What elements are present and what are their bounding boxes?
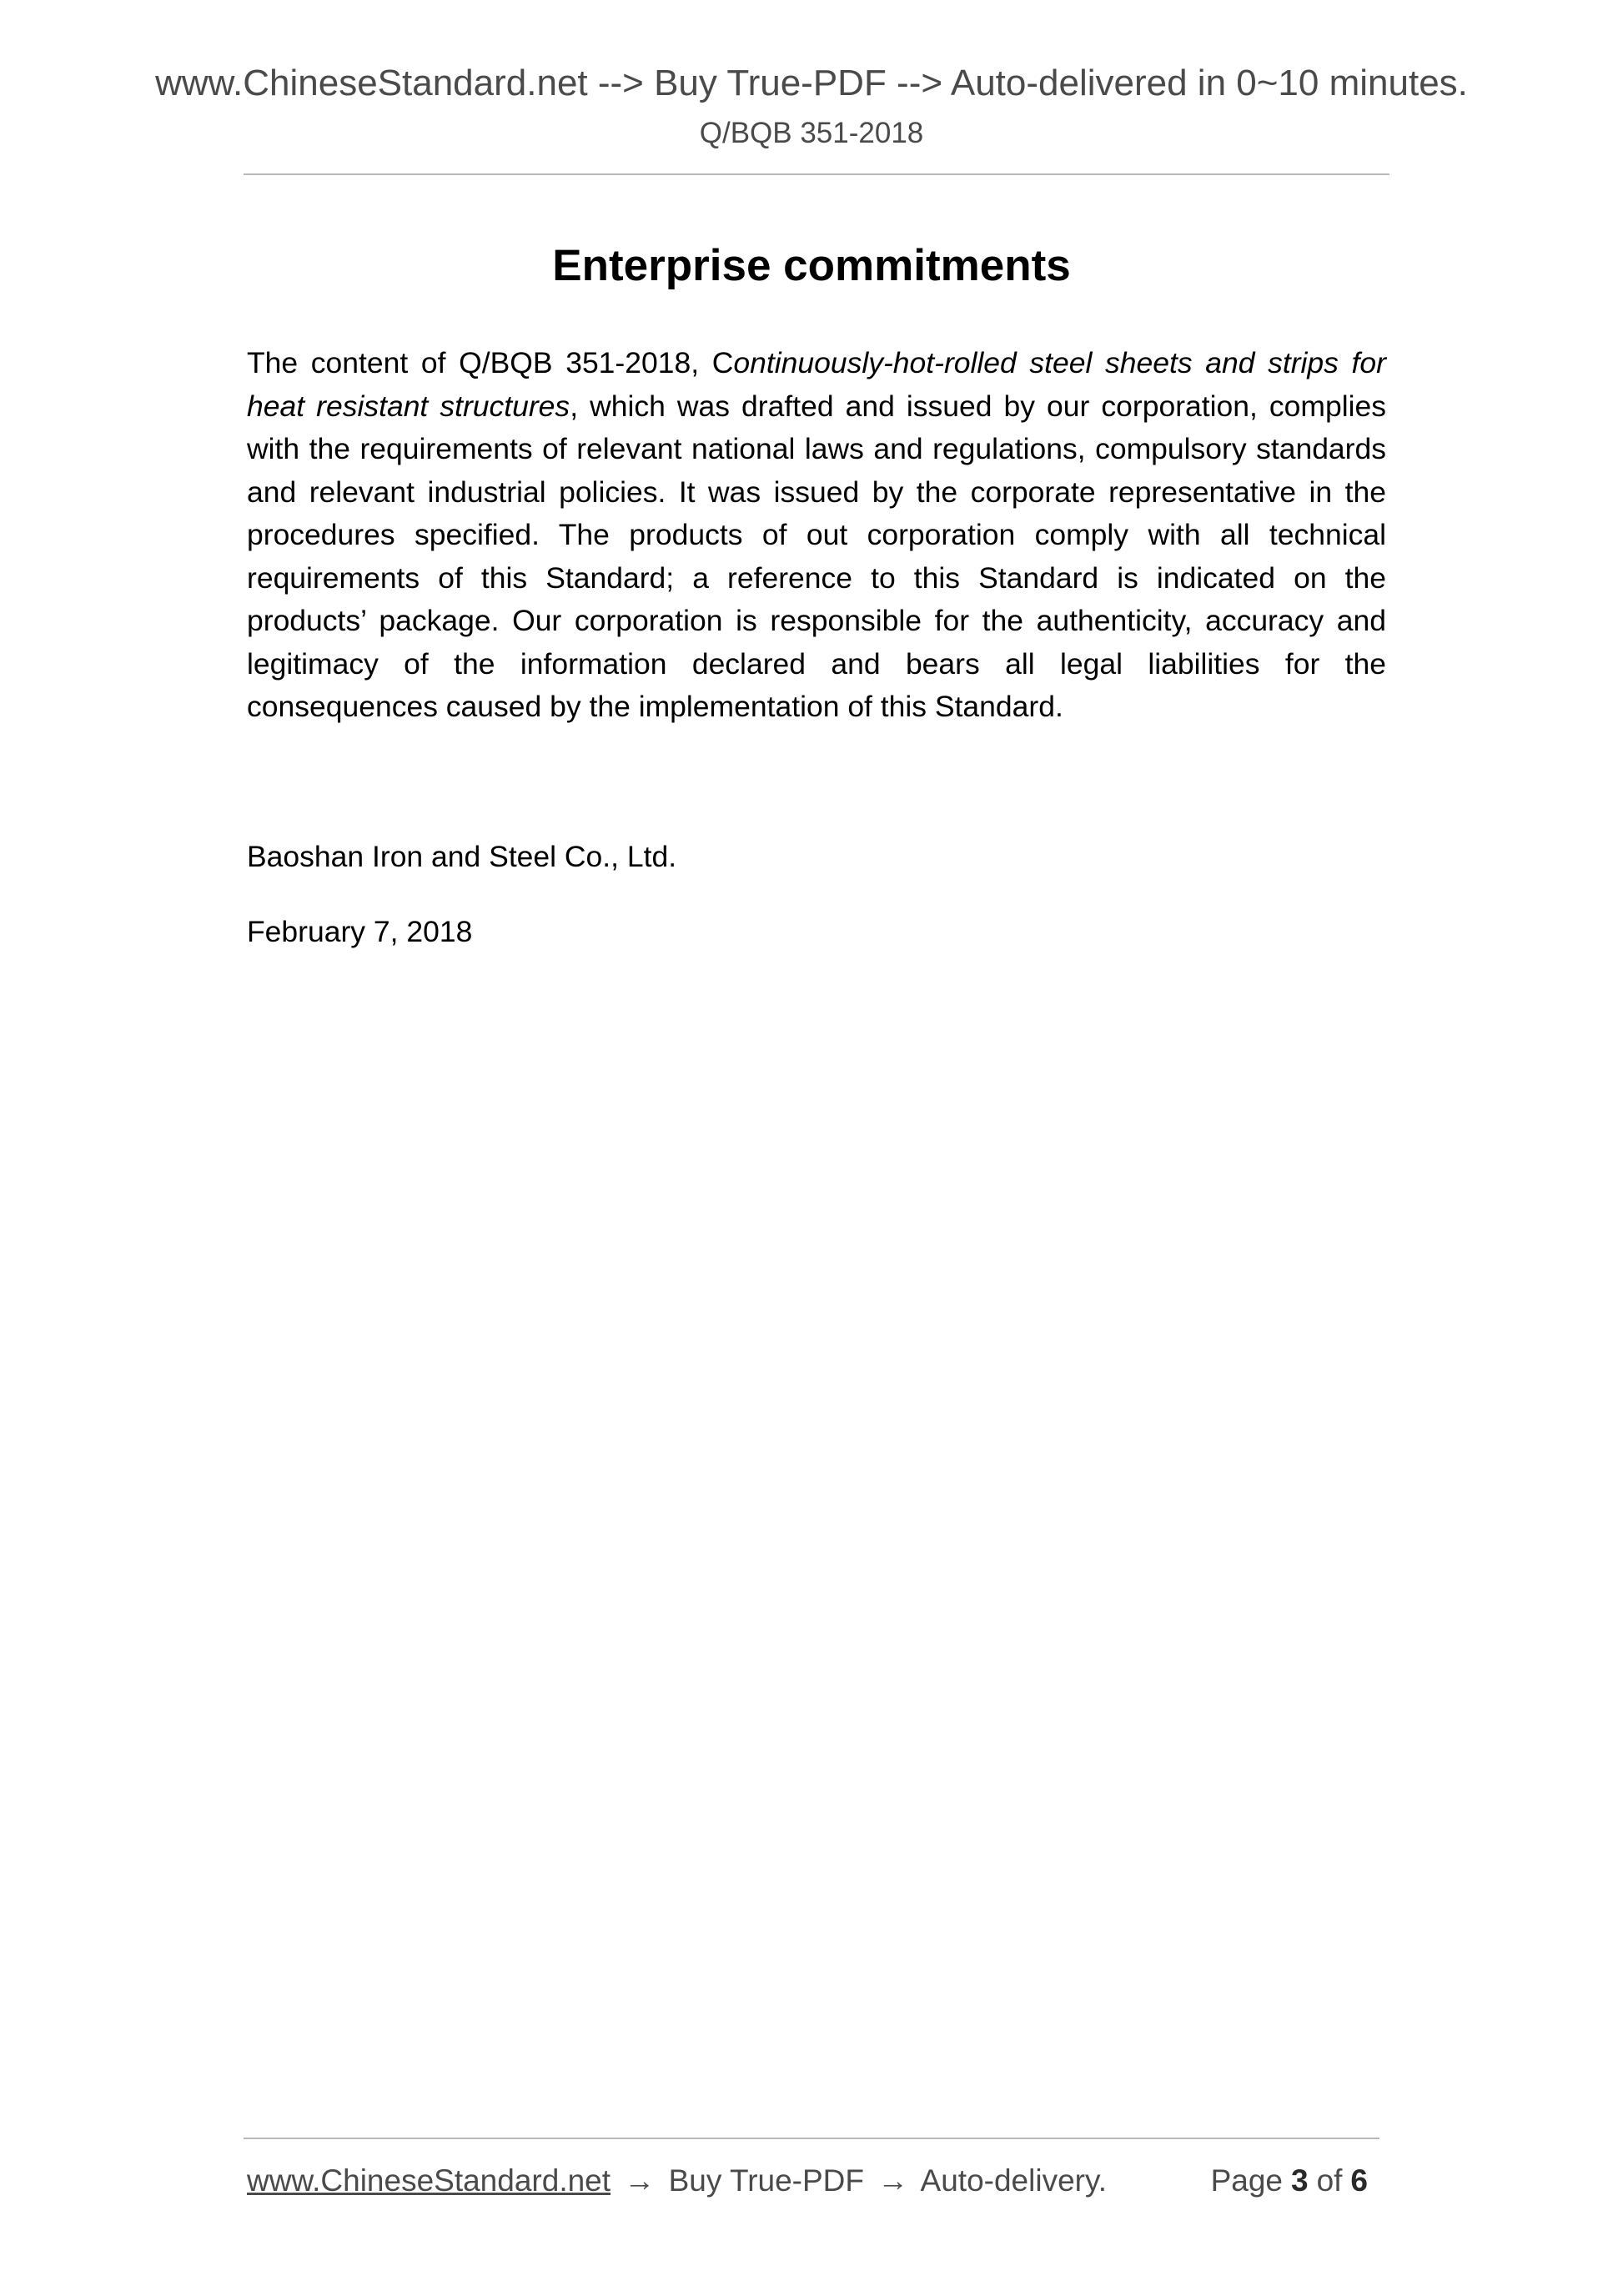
page-title: Enterprise commitments xyxy=(552,241,1071,290)
document-code: Q/BQB 351-2018 xyxy=(699,117,924,149)
company-name: Baoshan Iron and Steel Co., Ltd. xyxy=(247,840,677,873)
auto-delivery-text: Auto-delivery. xyxy=(920,2163,1108,2198)
header-divider xyxy=(244,173,1389,175)
page-indicator xyxy=(1211,2163,1376,2198)
paragraph-lead: The content of Q/BQB 351-2018, C xyxy=(247,346,734,379)
paragraph-rest: , which was drafted and issued by our corporation, complies with the requirements of relevant national laws and regulations, compulsory standards and relevant industrial policies. It was issued by the corporate representative in the procedures specified. The products of out corporation comply with all technical requirements of this Standard; a reference to this Standard is indicated on the products’ package. Our corporation is responsible for the authenticity, accuracy and legitimacy of the information declared and bears all legal liabilities for the consequences caused by the implementation of this Standard. xyxy=(247,389,1386,723)
site-link[interactable]: www.ChineseStandard.net xyxy=(247,2163,611,2198)
buy-pdf-text: Buy True-PDF xyxy=(668,2163,865,2198)
arrow-right-icon: → xyxy=(624,2163,656,2198)
arrow-right-icon: → xyxy=(877,2163,909,2198)
signature-date: February 7, 2018 xyxy=(247,915,473,948)
standard-title-italic: ontinuously-hot-rolled steel sheets and strips for heat resistant structures xyxy=(247,346,1386,423)
footer-divider xyxy=(244,2138,1379,2139)
commitment-paragraph xyxy=(247,342,1386,729)
footer-links xyxy=(247,2163,1107,2198)
total-pages: 6 xyxy=(1350,2163,1368,2198)
current-page: 3 xyxy=(1290,2163,1309,2198)
of-label: of xyxy=(1316,2163,1343,2198)
site-banner: www.ChineseStandard.net --> Buy True-PDF --> Auto-delivered in 0~10 minutes. xyxy=(155,63,1468,103)
page-label: Page xyxy=(1210,2163,1283,2198)
